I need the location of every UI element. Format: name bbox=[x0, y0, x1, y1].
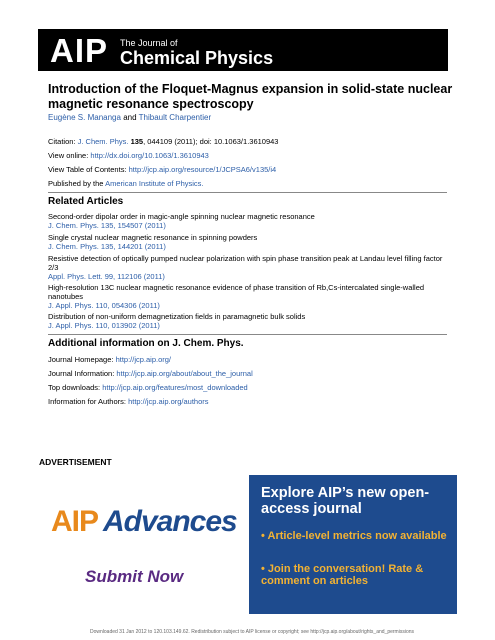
authors-and: and bbox=[123, 113, 137, 122]
banner-subtitle: The Journal of bbox=[120, 38, 178, 48]
info-label: Journal Homepage: bbox=[48, 355, 114, 364]
article-title: Introduction of the Floquet-Magnus expansion in solid-state nuclear magnetic resonance spectroscopy bbox=[48, 82, 453, 111]
toc-label: View Table of Contents: bbox=[48, 165, 127, 174]
ad-aip-logo: AIP bbox=[51, 505, 99, 538]
related-article-ref[interactable]: J. Chem. Phys. 135, 144201 (2011) bbox=[48, 242, 166, 251]
info-line bbox=[48, 369, 253, 378]
info-line bbox=[48, 355, 171, 364]
toc-line bbox=[48, 165, 276, 174]
ad-bullet-text: Article-level metrics now available bbox=[267, 530, 447, 542]
authors bbox=[48, 113, 211, 122]
journal-information-link[interactable]: http://jcp.aip.org/about/about_the_journal bbox=[116, 369, 253, 378]
view-online-label: View online: bbox=[48, 151, 89, 160]
related-article-title: Single crystal nuclear magnetic resonance in spinning powders bbox=[48, 233, 258, 242]
author-link[interactable]: Eugène S. Mananga bbox=[48, 113, 121, 122]
advertisement-banner[interactable] bbox=[39, 475, 457, 614]
divider bbox=[48, 192, 447, 193]
published-line bbox=[48, 179, 204, 188]
related-article-title: High-resolution 13C nuclear magnetic resonance evidence of phase transition of Rb,Cs-intercalated single-walled nanotubes bbox=[48, 283, 425, 301]
banner-journal-name: Chemical Physics bbox=[120, 48, 274, 68]
advertisement-label: ADVERTISEMENT bbox=[39, 457, 112, 467]
published-label: Published by the bbox=[48, 179, 104, 188]
related-article-ref[interactable]: J. Appl. Phys. 110, 054306 (2011) bbox=[48, 301, 160, 310]
aip-logo: AIP bbox=[50, 32, 109, 69]
info-label: Top downloads: bbox=[48, 383, 101, 392]
related-articles-heading: Related Articles bbox=[48, 196, 124, 207]
info-label: Journal Information: bbox=[48, 369, 115, 378]
view-online-line bbox=[48, 151, 209, 160]
info-label: Information for Authors: bbox=[48, 397, 126, 406]
view-online-link[interactable]: http://dx.doi.org/10.1063/1.3610943 bbox=[90, 151, 209, 160]
ad-right-panel bbox=[249, 475, 457, 614]
additional-info-heading: Additional information on J. Chem. Phys. bbox=[48, 338, 244, 349]
ad-headline: Explore AIP’s new open-access journal bbox=[261, 485, 430, 517]
related-article-title: Resistive detection of optically pumped nuclear polarization with spin phase transition peak at Landau level filling factor 2/3 bbox=[48, 254, 443, 272]
citation-volume: 135 bbox=[130, 137, 144, 146]
journal-homepage-link[interactable]: http://jcp.aip.org/ bbox=[115, 355, 172, 364]
ad-bullet-text: Join the conversation! Rate & comment on articles bbox=[261, 563, 424, 587]
citation-rest: , 044109 (2011); doi: 10.1063/1.3610943 bbox=[143, 137, 279, 146]
top-downloads-link[interactable]: http://jcp.aip.org/features/most_downloaded bbox=[102, 383, 248, 392]
ad-bullet bbox=[261, 530, 451, 542]
download-footer: Downloaded 31 Jan 2012 to 120.103.149.62. Redistribution subject to AIP license or copyright; see http://jcp.aip.org/about/rights_and_permissions bbox=[90, 629, 415, 635]
publisher-link[interactable]: American Institute of Physics. bbox=[105, 179, 204, 188]
divider bbox=[48, 334, 447, 335]
ad-advances-logo: Advances bbox=[103, 505, 237, 538]
citation-line bbox=[48, 137, 278, 146]
bullet-icon: • bbox=[261, 563, 268, 575]
ad-bullet bbox=[261, 563, 451, 587]
author-link[interactable]: Thibault Charpentier bbox=[138, 113, 212, 122]
citation-journal-link[interactable]: J. Chem. Phys. bbox=[77, 137, 129, 146]
ad-submit-now[interactable]: Submit Now bbox=[85, 567, 184, 586]
related-article-ref[interactable]: Appl. Phys. Lett. 99, 112106 (2011) bbox=[48, 272, 165, 281]
bullet-icon: • bbox=[261, 530, 268, 542]
related-article-ref[interactable]: J. Chem. Phys. 135, 154507 (2011) bbox=[48, 221, 166, 230]
toc-link[interactable]: http://jcp.aip.org/resource/1/JCPSA6/v135/i4 bbox=[128, 165, 277, 174]
related-article-title: Distribution of non-uniform demagnetization fields in paramagnetic bulk solids bbox=[48, 312, 306, 321]
related-article-title: Second-order dipolar order in magic-angle spinning nuclear magnetic resonance bbox=[48, 212, 315, 221]
authors-info-link[interactable]: http://jcp.aip.org/authors bbox=[128, 397, 209, 406]
related-article-ref[interactable]: J. Appl. Phys. 110, 013902 (2011) bbox=[48, 321, 160, 330]
citation-label: Citation: bbox=[48, 137, 76, 146]
journal-banner bbox=[38, 29, 448, 71]
info-line bbox=[48, 397, 209, 406]
ad-left-panel bbox=[39, 475, 249, 614]
info-line bbox=[48, 383, 248, 392]
